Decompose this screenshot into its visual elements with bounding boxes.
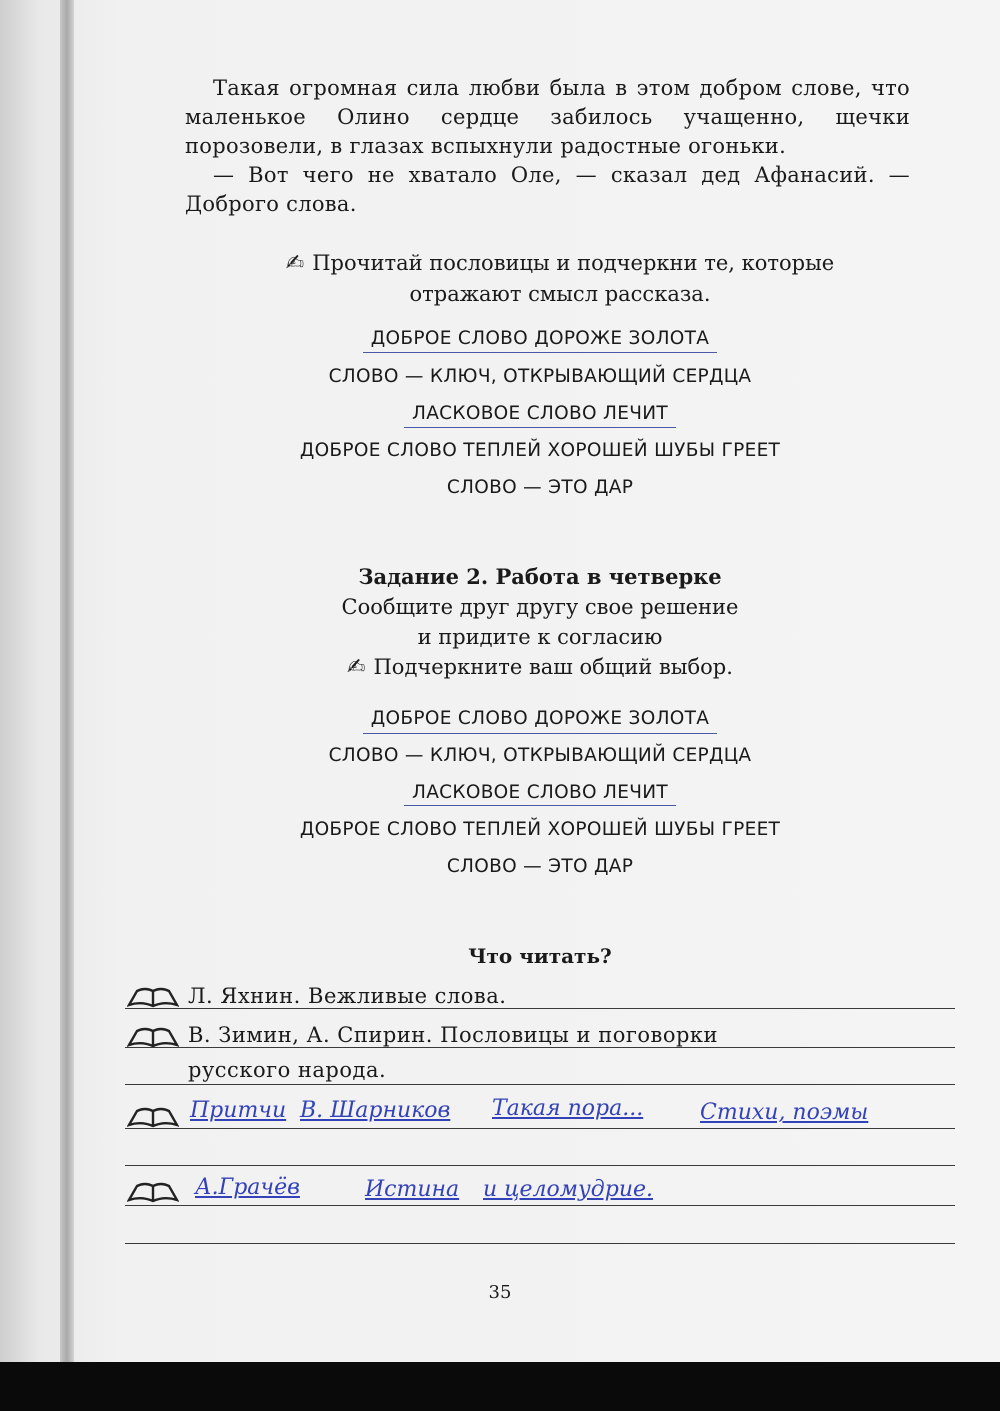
pencil-icon: ✍ <box>285 251 305 276</box>
proverb-2-4 <box>190 819 890 840</box>
handwritten-entry: В. Шарников <box>300 1098 451 1123</box>
page-number: 35 <box>488 1282 512 1303</box>
handwritten-entry: Притчи <box>190 1098 287 1123</box>
proverb-text: СЛОВО — КЛЮЧ, ОТКРЫВАЮЩИЙ СЕРДЦА <box>328 366 752 387</box>
reading-heading: Что читать? <box>468 944 612 968</box>
handwritten-entry: Стихи, поэмы <box>700 1100 869 1125</box>
reading-item-1: Л. Яхнин. Вежливые слова. <box>188 984 507 1008</box>
story-paragraph-2: — Вот чего не хватало Оле, — сказал дед Афанасий. — Доброго слова. <box>185 163 910 216</box>
reading-item-2-line2: русского народа. <box>188 1058 387 1082</box>
task2-line1: Сообщите друг другу свое решение <box>341 595 739 619</box>
handwritten-entry: Истина <box>365 1177 460 1202</box>
task2-line2: и придите к согласию <box>417 625 663 649</box>
writing-line <box>125 1008 955 1009</box>
writing-line <box>125 1128 955 1129</box>
proverb-text: ЛАСКОВОЕ СЛОВО ЛЕЧИТ <box>412 403 668 424</box>
proverb-2-3 <box>190 782 890 803</box>
task2-instruction: Подчеркните ваш общий выбор. <box>373 655 733 679</box>
proverb-text: ДОБРОЕ СЛОВО ТЕПЛЕЙ ХОРОШЕЙ ШУБЫ ГРЕЕТ <box>299 819 781 840</box>
task1-line2: отражают смысл рассказа. <box>409 282 711 306</box>
handwritten-entry: Такая пора... <box>492 1096 644 1121</box>
proverb-1-4 <box>190 440 890 461</box>
reading-item-2-line1: В. Зимин, А. Спирин. Пословицы и поговорки <box>188 1023 719 1047</box>
task2-title: Задание 2. Работа в четверке <box>358 564 722 589</box>
handwritten-underline <box>404 805 676 806</box>
proverb-2-2 <box>190 745 890 766</box>
writing-line <box>125 1205 955 1206</box>
book-icon <box>127 1025 179 1049</box>
pencil-icon: ✍ <box>347 655 366 680</box>
proverb-2-5 <box>190 856 890 877</box>
handwritten-underline <box>363 352 717 353</box>
proverb-text: ДОБРОЕ СЛОВО ДОРОЖЕ ЗОЛОТА <box>370 328 710 349</box>
task2-block <box>190 562 890 683</box>
task1-line1: Прочитай пословицы и подчеркни те, которые <box>312 251 835 275</box>
writing-line <box>125 1047 955 1048</box>
writing-line <box>125 1243 955 1244</box>
proverb-text: ЛАСКОВОЕ СЛОВО ЛЕЧИТ <box>412 782 668 803</box>
writing-line <box>125 1165 955 1166</box>
proverb-text: ДОБРОЕ СЛОВО ТЕПЛЕЙ ХОРОШЕЙ ШУБЫ ГРЕЕТ <box>299 440 781 461</box>
book-spine <box>60 0 74 1362</box>
proverb-text: СЛОВО — КЛЮЧ, ОТКРЫВАЮЩИЙ СЕРДЦА <box>328 745 752 766</box>
proverb-text: ДОБРОЕ СЛОВО ДОРОЖЕ ЗОЛОТА <box>370 708 710 729</box>
writing-line <box>125 1084 955 1085</box>
proverb-1-3 <box>190 403 890 424</box>
proverb-text: СЛОВО — ЭТО ДАР <box>446 856 634 877</box>
handwritten-entry: А.Грачёв <box>195 1175 300 1200</box>
proverb-text: СЛОВО — ЭТО ДАР <box>446 477 634 498</box>
scan-border <box>0 1362 1000 1411</box>
proverb-2-1 <box>190 708 890 729</box>
proverb-1-1 <box>190 328 890 349</box>
story-text <box>185 74 910 219</box>
task1-instruction <box>215 248 905 309</box>
proverb-1-5 <box>190 477 890 498</box>
handwritten-underline <box>363 733 717 734</box>
book-icon <box>127 1180 179 1204</box>
book-icon <box>127 1105 179 1129</box>
story-paragraph-1: Такая огромная сила любви была в этом добром слове, что маленькое Олино сердце забилось учащенно, щечки порозовели, в глазах вспыхнули радостные огоньки. <box>185 76 910 158</box>
handwritten-entry: и целомудрие. <box>483 1177 653 1202</box>
handwritten-underline <box>404 427 676 428</box>
proverb-1-2 <box>190 366 890 387</box>
book-icon <box>127 985 179 1009</box>
